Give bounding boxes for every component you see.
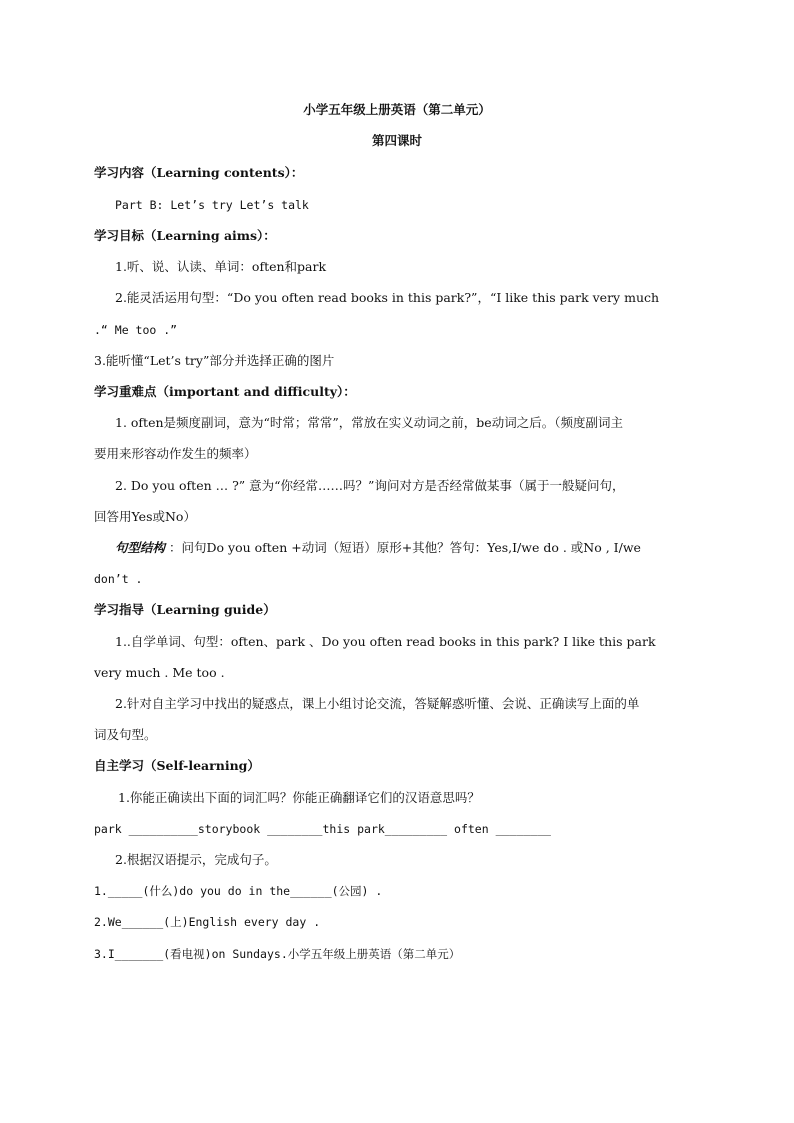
self-item: 2.根据汉语提示，完成句子。 — [115, 852, 277, 867]
sentence-blank: 2.We______(上)English every day . — [94, 915, 321, 929]
lesson-subtitle: 第四课时 — [371, 133, 422, 148]
self-item: 1.你能正确读出下面的词汇吗？你能正确翻译它们的汉语意思吗？ — [118, 790, 480, 805]
guide-item: 2.针对自主学习中找出的疑惑点，课上小组讨论交流，答疑解惑听懂、会说、正确读写上面的单 — [115, 696, 640, 711]
vocab-blanks: park __________storybook ________this park_________ often ________ — [94, 822, 551, 836]
structure-text: ：问句Do you often +动词（短语）原形+其他？答句：Yes,I/we do . 或No , I/we — [165, 540, 641, 555]
guide-item: 1..自学单词、句型：often、park 、Do you often read books in this park? I like this park — [115, 634, 656, 649]
structure-line — [115, 540, 641, 556]
guide-item-cont: 词及句型。 — [94, 727, 157, 742]
guide-item-cont: very much . Me too . — [94, 665, 225, 680]
contents-heading: 学习内容（Learning contents）： — [94, 165, 304, 180]
sentence-blank: 3.I_______(看电视)on Sundays.小学五年级上册英语（第二单元） — [94, 947, 461, 961]
aim-item: 3.能听懂“Let’s try”部分并选择正确的图片 — [94, 353, 335, 368]
self-heading: 自主学习（Self-learning） — [94, 758, 260, 773]
aim-item-cont: .“ Me too .” — [94, 323, 178, 337]
key-point-cont: 回答用Yes或No） — [94, 509, 196, 524]
aim-item: 2.能灵活运用句型：“Do you often read books in this park?”，“I like this park very much — [115, 290, 660, 305]
guide-heading: 学习指导（Learning guide） — [94, 602, 276, 617]
aims-heading: 学习目标（Learning aims）： — [94, 228, 276, 243]
key-point: 1. often是频度副词，意为“时常；常常”，常放在实义动词之前，be动词之后。（频度副词主 — [115, 415, 623, 430]
sentence-blank: 1._____(什么)do you do in the______(公园) . — [94, 884, 383, 898]
structure-label: 句型结构 — [115, 540, 166, 555]
contents-line: Part B: Let’s try Let’s talk — [115, 198, 309, 212]
key-heading: 学习重难点（important and difficulty）： — [94, 384, 356, 399]
aim-item: 1.听、说、认读、单词：often和park — [115, 259, 327, 274]
page-title: 小学五年级上册英语（第二单元） — [303, 102, 491, 117]
structure-cont: don’t . — [94, 572, 143, 586]
key-point: 2. Do you often … ?” 意为“你经常……吗？”询问对方是否经常做某事（属于一般疑问句， — [115, 478, 625, 493]
key-point-cont: 要用来形容动作发生的频率） — [94, 446, 257, 461]
